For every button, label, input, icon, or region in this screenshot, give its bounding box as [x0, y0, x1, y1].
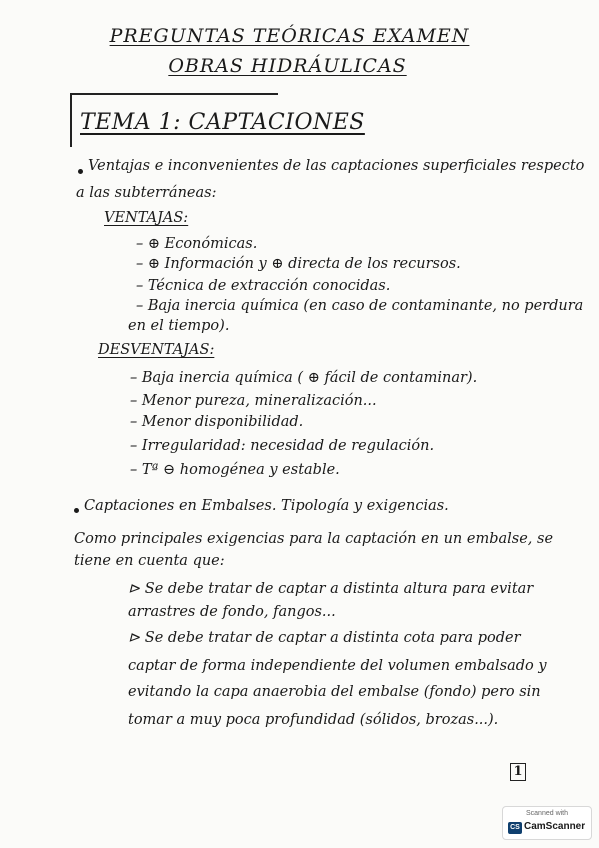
list-item: – Irregularidad: necesidad de regulación.	[130, 438, 435, 454]
list-item: captar de forma independiente del volumen embalsado y	[128, 658, 547, 674]
watermark-caption: Scanned with	[525, 810, 569, 817]
bullet-dot	[74, 508, 79, 513]
bullet-dot	[78, 169, 83, 174]
page-number: 1	[510, 763, 526, 781]
desventajas-heading: DESVENTAJAS:	[98, 342, 215, 358]
list-item: arrastres de fondo, fangos...	[128, 604, 336, 620]
list-item: – Baja inercia química (en caso de contaminante, no perdura	[136, 298, 584, 314]
list-item: – Tª ⊖ homogénea y estable.	[130, 462, 340, 478]
paragraph-text: Como principales exigencias para la captación en un embalse, se	[74, 531, 554, 547]
list-item: en el tiempo).	[128, 318, 230, 334]
list-item: – ⊕ Información y ⊕ directa de los recursos.	[136, 256, 461, 272]
list-item: – Técnica de extracción conocidas.	[136, 278, 391, 294]
list-item: tomar a muy poca profundidad (sólidos, brozas...).	[128, 712, 499, 728]
list-item: – Baja inercia química ( ⊕ fácil de contaminar).	[130, 370, 478, 386]
question-text: Ventajas e inconvenientes de las captaciones superficiales respecto	[88, 158, 585, 174]
list-item: ⊳ Se debe tratar de captar a distinta altura para evitar	[128, 581, 534, 597]
paragraph-text: tiene en cuenta que:	[74, 553, 225, 569]
page-title-line1: PREGUNTAS TEÓRICAS EXAMEN	[109, 25, 470, 47]
camscanner-logo-icon: CS	[508, 822, 522, 834]
ventajas-heading: VENTAJAS:	[104, 210, 189, 226]
list-item: – Menor disponibilidad.	[130, 414, 304, 430]
list-item: – Menor pureza, mineralización...	[130, 393, 377, 409]
list-item: evitando la capa anaerobia del embalse (fondo) pero sin	[128, 684, 541, 700]
tema-heading: TEMA 1: CAPTACIONES	[80, 110, 365, 135]
watermark-brand: CamScanner	[524, 821, 586, 832]
camscanner-watermark	[502, 806, 592, 840]
list-item: – ⊕ Económicas.	[136, 236, 258, 252]
list-item: ⊳ Se debe tratar de captar a distinta cota para poder	[128, 630, 521, 646]
question-text: Captaciones en Embalses. Tipología y exigencias.	[84, 498, 449, 514]
page-title-line2: OBRAS HIDRÁULICAS	[168, 55, 407, 77]
question-text: a las subterráneas:	[76, 185, 217, 201]
